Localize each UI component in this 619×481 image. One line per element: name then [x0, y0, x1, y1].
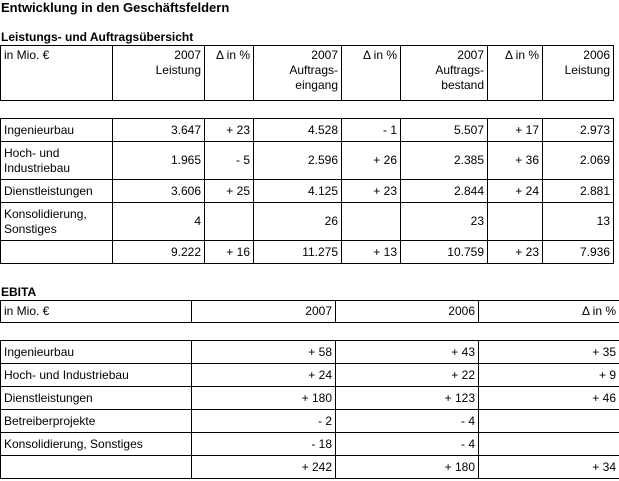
- row-label-text: Konsolidierung,: [4, 206, 87, 221]
- row-label: [1, 180, 113, 203]
- row-label: Konsolidierung, Sonstiges: [1, 433, 192, 456]
- table-cell: 13: [543, 203, 614, 241]
- table-cell: + 36: [488, 142, 543, 180]
- column-header: [205, 46, 254, 101]
- column-header: [401, 46, 488, 101]
- table-cell: + 24: [192, 364, 336, 387]
- table-cell: + 180: [192, 387, 336, 410]
- row-label: Betreiberprojekte: [1, 410, 192, 433]
- column-header-text: 2007: [311, 48, 338, 62]
- table-cell: 2.881: [543, 180, 614, 203]
- table-row: [1, 119, 614, 142]
- column-header: [254, 46, 342, 101]
- section-title-performance: Leistungs- und Auftragsübersicht: [1, 30, 194, 44]
- row-label-text: Ingenieurbau: [4, 122, 75, 137]
- table-cell: - 18: [192, 433, 336, 456]
- table-row: [1, 410, 619, 433]
- table-row: [1, 142, 614, 180]
- table-cell: [488, 203, 543, 241]
- table-cell: + 9: [479, 364, 619, 387]
- table-cell: + 35: [479, 341, 619, 364]
- table-row: [1, 180, 614, 203]
- spacer-row: [1, 323, 619, 341]
- table-cell: + 26: [342, 142, 401, 180]
- table-cell: 7.936: [543, 241, 614, 264]
- column-header: [1, 46, 113, 101]
- table-row: [1, 203, 614, 241]
- spacer-row: [1, 101, 614, 119]
- table-cell: 2.385: [401, 142, 488, 180]
- column-header-text: Leistung: [564, 63, 610, 77]
- table-cell: 26: [254, 203, 342, 241]
- row-label: Ingenieurbau: [1, 341, 192, 364]
- section-title-ebita: EBITA: [1, 285, 37, 299]
- table-row: [1, 341, 619, 364]
- table-cell: - 2: [192, 410, 336, 433]
- table-cell: - 1: [342, 119, 401, 142]
- table-cell: 4: [113, 203, 205, 241]
- table-cell: [479, 410, 619, 433]
- row-label: Dienstleistungen: [1, 387, 192, 410]
- table-cell: 23: [401, 203, 488, 241]
- table-cell: 4.528: [254, 119, 342, 142]
- column-header-text: 2007: [174, 48, 201, 62]
- row-label: Hoch- und Industriebau: [1, 364, 192, 387]
- column-header: Δ in %: [479, 301, 619, 323]
- table-cell: 3.606: [113, 180, 205, 203]
- table-row: [1, 364, 619, 387]
- table-cell: [205, 203, 254, 241]
- table-cell: 2.069: [543, 142, 614, 180]
- column-header-text: Auftrags-: [435, 63, 484, 77]
- table-cell: 2.844: [401, 180, 488, 203]
- row-label: [1, 142, 113, 180]
- row-label-text: Industriebau: [4, 160, 71, 175]
- table-cell: + 13: [342, 241, 401, 264]
- table-cell: + 43: [336, 341, 479, 364]
- table-cell: 10.759: [401, 241, 488, 264]
- column-header: [488, 46, 543, 101]
- ebita-table: [0, 300, 619, 479]
- table-cell: 9.222: [113, 241, 205, 264]
- table-cell: + 242: [192, 456, 336, 479]
- table-cell: + 16: [205, 241, 254, 264]
- page-title: Entwicklung in den Geschäftsfeldern: [1, 0, 230, 15]
- table-row: [1, 387, 619, 410]
- table-cell: 11.275: [254, 241, 342, 264]
- row-label-text: Hoch- und: [4, 145, 60, 160]
- column-header: in Mio. €: [1, 301, 192, 323]
- row-label-text: Sonstiges: [4, 221, 57, 236]
- table-row: [1, 433, 619, 456]
- table-cell: - 4: [336, 433, 479, 456]
- table-cell: - 5: [205, 142, 254, 180]
- row-label-text: Dienstleistungen: [4, 183, 93, 198]
- column-header-text: 2006: [583, 48, 610, 62]
- column-header-text: Δ in %: [504, 48, 539, 62]
- column-header-text: in Mio. €: [4, 48, 50, 62]
- column-header: [543, 46, 614, 101]
- table-row: [1, 241, 614, 264]
- table-cell: 1.965: [113, 142, 205, 180]
- header-row: [1, 46, 614, 101]
- table-cell: - 4: [336, 410, 479, 433]
- column-header: 2006: [336, 301, 479, 323]
- column-header-text: 2007: [457, 48, 484, 62]
- table-cell: 3.647: [113, 119, 205, 142]
- row-label: [1, 241, 113, 264]
- table-cell: + 46: [479, 387, 619, 410]
- column-header: [113, 46, 205, 101]
- column-header-text: bestand: [441, 78, 484, 92]
- table-cell: [342, 203, 401, 241]
- table-cell: + 23: [205, 119, 254, 142]
- column-header-text: Δ in %: [362, 48, 397, 62]
- column-header-text: Δ in %: [215, 48, 250, 62]
- table-cell: + 25: [205, 180, 254, 203]
- table-cell: + 23: [488, 241, 543, 264]
- table-cell: + 123: [336, 387, 479, 410]
- table-cell: + 17: [488, 119, 543, 142]
- row-label: [1, 456, 192, 479]
- table-row: [1, 456, 619, 479]
- table-cell: [479, 433, 619, 456]
- table-cell: + 34: [479, 456, 619, 479]
- column-header: [342, 46, 401, 101]
- header-row: [1, 301, 619, 323]
- row-label: [1, 203, 113, 241]
- table-cell: 5.507: [401, 119, 488, 142]
- table-cell: 4.125: [254, 180, 342, 203]
- table-cell: 2.596: [254, 142, 342, 180]
- table-cell: + 24: [488, 180, 543, 203]
- table-cell: + 58: [192, 341, 336, 364]
- column-header-text: eingang: [295, 78, 338, 92]
- table-cell: 2.973: [543, 119, 614, 142]
- column-header-text: Auftrags-: [289, 63, 338, 77]
- table-cell: + 23: [342, 180, 401, 203]
- table-cell: + 22: [336, 364, 479, 387]
- column-header: 2007: [192, 301, 336, 323]
- column-header-text: Leistung: [155, 63, 201, 77]
- performance-order-table: [0, 45, 614, 264]
- table-cell: + 180: [336, 456, 479, 479]
- row-label: [1, 119, 113, 142]
